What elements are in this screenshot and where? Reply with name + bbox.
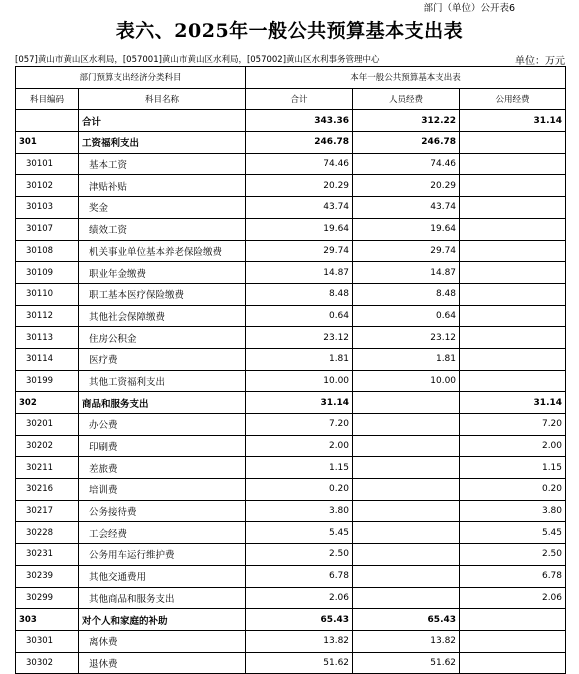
header-personnel: 人员经费 [353, 88, 460, 110]
cell-total: 23.12 [246, 327, 353, 349]
cell-public: 31.14 [460, 392, 566, 414]
cell-total: 43.74 [246, 197, 353, 219]
cell-personnel [353, 565, 460, 587]
cell-name: 其他交通费用 [79, 565, 246, 587]
cell-public: 31.14 [460, 110, 566, 132]
table-row [16, 457, 566, 479]
cell-public: 6.78 [460, 565, 566, 587]
cell-name: 其他社会保障缴费 [79, 305, 246, 327]
cell-total: 343.36 [246, 110, 353, 132]
cell-public [460, 348, 566, 370]
cell-personnel [353, 457, 460, 479]
cell-personnel [353, 587, 460, 609]
header-name: 科目名称 [79, 88, 246, 110]
cell-public: 2.50 [460, 544, 566, 566]
table-row [16, 153, 566, 175]
cell-personnel [353, 414, 460, 436]
cell-public [460, 175, 566, 197]
cell-code: 30199 [16, 370, 79, 392]
table-row [16, 587, 566, 609]
table-row [16, 630, 566, 652]
cell-total: 74.46 [246, 153, 353, 175]
cell-public [460, 630, 566, 652]
cell-total: 10.00 [246, 370, 353, 392]
cell-public [460, 305, 566, 327]
cell-name: 奖金 [79, 197, 246, 219]
cell-public [460, 153, 566, 175]
budget-table [15, 66, 566, 674]
cell-name: 职业年金缴费 [79, 262, 246, 284]
cell-personnel: 51.62 [353, 652, 460, 674]
cell-name: 机关事业单位基本养老保险缴费 [79, 240, 246, 262]
cell-name: 商品和服务支出 [79, 392, 246, 414]
cell-name: 住房公积金 [79, 327, 246, 349]
cell-name: 办公费 [79, 414, 246, 436]
cell-total: 8.48 [246, 283, 353, 305]
cell-name: 公务接待费 [79, 500, 246, 522]
cell-public [460, 197, 566, 219]
cell-personnel: 20.29 [353, 175, 460, 197]
cell-total: 1.15 [246, 457, 353, 479]
table-row [16, 262, 566, 284]
table-row [16, 652, 566, 674]
cell-public: 2.00 [460, 435, 566, 457]
cell-name: 印刷费 [79, 435, 246, 457]
cell-public: 0.20 [460, 479, 566, 501]
table-row [16, 305, 566, 327]
cell-name: 离休费 [79, 630, 246, 652]
cell-total: 7.20 [246, 414, 353, 436]
table-row [16, 110, 566, 132]
table-row [16, 370, 566, 392]
table-row [16, 479, 566, 501]
cell-name: 工资福利支出 [79, 132, 246, 154]
cell-code [16, 110, 79, 132]
cell-public: 5.45 [460, 522, 566, 544]
cell-total: 20.29 [246, 175, 353, 197]
cell-code: 302 [16, 392, 79, 414]
cell-name: 退休费 [79, 652, 246, 674]
table-row [16, 197, 566, 219]
header-right-group: 本年一般公共预算基本支出表 [246, 67, 566, 89]
cell-personnel: 10.00 [353, 370, 460, 392]
cell-personnel [353, 500, 460, 522]
cell-personnel: 13.82 [353, 630, 460, 652]
cell-personnel: 8.48 [353, 283, 460, 305]
cell-code: 30202 [16, 435, 79, 457]
cell-public: 3.80 [460, 500, 566, 522]
cell-name: 差旅费 [79, 457, 246, 479]
cell-code: 30299 [16, 587, 79, 609]
cell-code: 30114 [16, 348, 79, 370]
table-row [16, 132, 566, 154]
cell-total: 2.06 [246, 587, 353, 609]
cell-code: 301 [16, 132, 79, 154]
cell-total: 0.20 [246, 479, 353, 501]
cell-total: 1.81 [246, 348, 353, 370]
page-title: 表六、2025年一般公共预算基本支出表 [115, 20, 464, 42]
cell-total: 6.78 [246, 565, 353, 587]
cell-name: 职工基本医疗保险缴费 [79, 283, 246, 305]
cell-total: 2.50 [246, 544, 353, 566]
cell-total: 65.43 [246, 609, 353, 631]
cell-code: 30101 [16, 153, 79, 175]
cell-personnel: 65.43 [353, 609, 460, 631]
table-header-row [16, 88, 566, 110]
page-tag: 部门（单位）公开表6 [423, 3, 515, 14]
cell-public: 1.15 [460, 457, 566, 479]
cell-name: 培训费 [79, 479, 246, 501]
cell-code: 30107 [16, 218, 79, 240]
table-row [16, 435, 566, 457]
table-row [16, 565, 566, 587]
cell-code: 30102 [16, 175, 79, 197]
organization-line: [057]黄山市黄山区水利局，[057001]黄山市黄山区水利局，[057002]黄山区水利事务管理中心 [15, 55, 380, 65]
cell-personnel: 19.64 [353, 218, 460, 240]
cell-name: 基本工资 [79, 153, 246, 175]
cell-name: 合计 [79, 110, 246, 132]
cell-code: 30217 [16, 500, 79, 522]
cell-personnel: 23.12 [353, 327, 460, 349]
cell-public [460, 262, 566, 284]
cell-personnel [353, 522, 460, 544]
cell-total: 14.87 [246, 262, 353, 284]
cell-code: 30109 [16, 262, 79, 284]
cell-personnel [353, 435, 460, 457]
cell-name: 其他商品和服务支出 [79, 587, 246, 609]
table-row [16, 392, 566, 414]
cell-code: 30231 [16, 544, 79, 566]
table-row [16, 414, 566, 436]
table-row [16, 175, 566, 197]
table-row [16, 609, 566, 631]
cell-code: 30239 [16, 565, 79, 587]
cell-personnel: 29.74 [353, 240, 460, 262]
header-total: 合计 [246, 88, 353, 110]
table-header-group-row [16, 67, 566, 89]
table-row [16, 327, 566, 349]
cell-total: 3.80 [246, 500, 353, 522]
table-row [16, 500, 566, 522]
table-row [16, 348, 566, 370]
cell-personnel: 312.22 [353, 110, 460, 132]
table-row [16, 218, 566, 240]
cell-total: 19.64 [246, 218, 353, 240]
cell-personnel: 0.64 [353, 305, 460, 327]
cell-code: 30201 [16, 414, 79, 436]
cell-name: 对个人和家庭的补助 [79, 609, 246, 631]
cell-total: 5.45 [246, 522, 353, 544]
cell-public [460, 327, 566, 349]
cell-total: 0.64 [246, 305, 353, 327]
cell-public [460, 609, 566, 631]
cell-name: 津贴补贴 [79, 175, 246, 197]
cell-name: 其他工资福利支出 [79, 370, 246, 392]
cell-personnel [353, 392, 460, 414]
table-row [16, 240, 566, 262]
cell-code: 30103 [16, 197, 79, 219]
header-public: 公用经费 [460, 88, 566, 110]
cell-code: 30228 [16, 522, 79, 544]
cell-code: 30301 [16, 630, 79, 652]
cell-name: 医疗费 [79, 348, 246, 370]
cell-code: 30110 [16, 283, 79, 305]
cell-personnel: 14.87 [353, 262, 460, 284]
cell-personnel: 246.78 [353, 132, 460, 154]
cell-personnel: 1.81 [353, 348, 460, 370]
unit-label: 单位：万元 [515, 56, 565, 67]
cell-total: 51.62 [246, 652, 353, 674]
cell-name: 工会经费 [79, 522, 246, 544]
cell-name: 公务用车运行维护费 [79, 544, 246, 566]
cell-public: 7.20 [460, 414, 566, 436]
cell-code: 30112 [16, 305, 79, 327]
cell-code: 30113 [16, 327, 79, 349]
cell-code: 303 [16, 609, 79, 631]
cell-total: 31.14 [246, 392, 353, 414]
cell-code: 30211 [16, 457, 79, 479]
cell-public [460, 370, 566, 392]
cell-code: 30216 [16, 479, 79, 501]
cell-public [460, 240, 566, 262]
cell-code: 30302 [16, 652, 79, 674]
cell-public [460, 132, 566, 154]
cell-total: 2.00 [246, 435, 353, 457]
cell-personnel: 43.74 [353, 197, 460, 219]
cell-personnel [353, 479, 460, 501]
cell-total: 29.74 [246, 240, 353, 262]
cell-public: 2.06 [460, 587, 566, 609]
cell-personnel [353, 544, 460, 566]
header-left-group: 部门预算支出经济分类科目 [16, 67, 246, 89]
cell-public [460, 283, 566, 305]
header-code: 科目编码 [16, 88, 79, 110]
table-row [16, 522, 566, 544]
cell-public [460, 218, 566, 240]
cell-personnel: 74.46 [353, 153, 460, 175]
cell-total: 246.78 [246, 132, 353, 154]
table-row [16, 544, 566, 566]
cell-public [460, 652, 566, 674]
cell-total: 13.82 [246, 630, 353, 652]
cell-name: 绩效工资 [79, 218, 246, 240]
table-row [16, 283, 566, 305]
cell-code: 30108 [16, 240, 79, 262]
